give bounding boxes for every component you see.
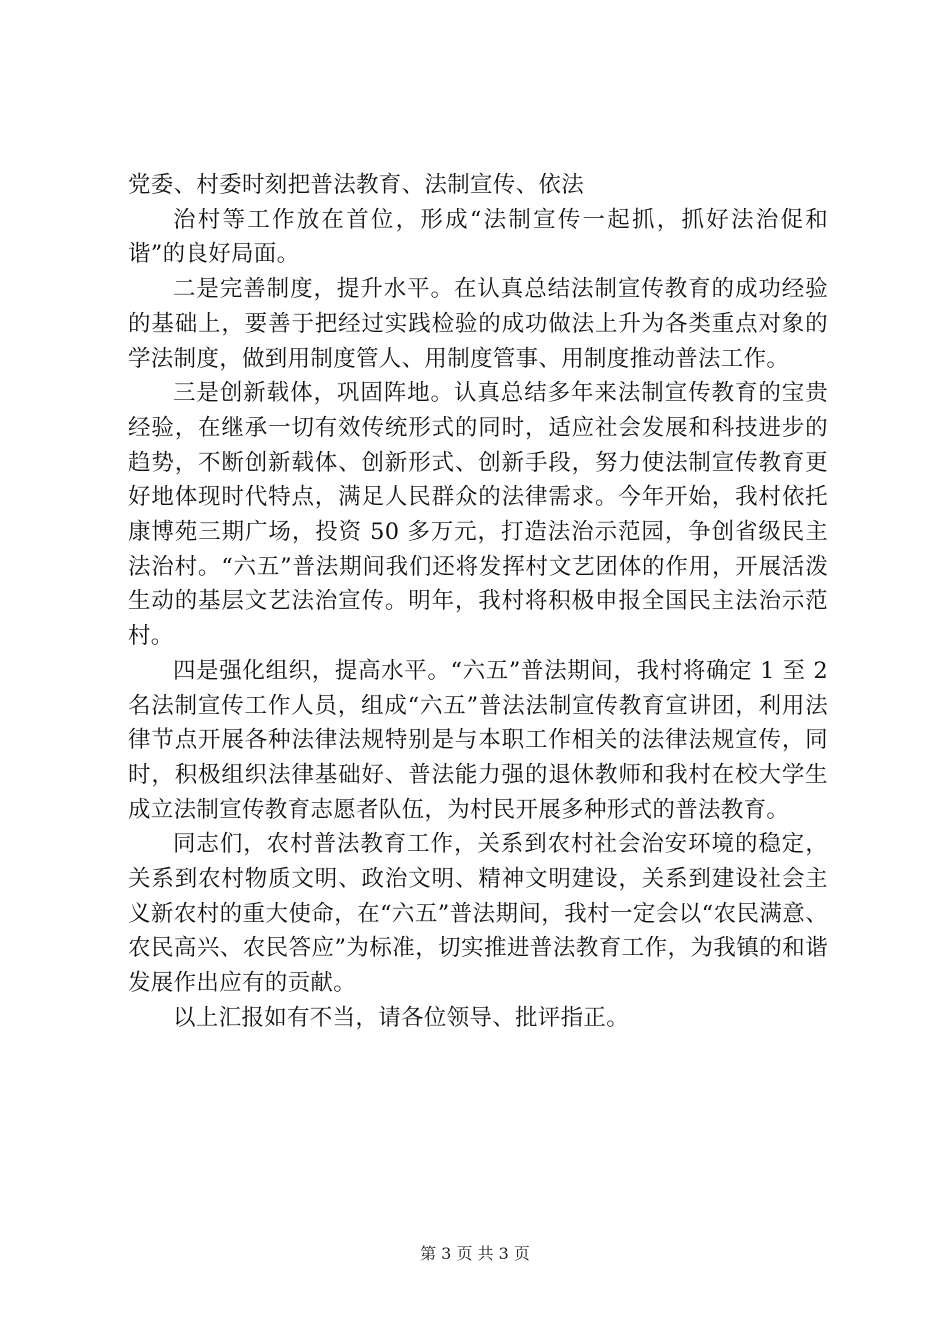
document-body	[128, 168, 828, 1036]
paragraph-4: 三是创新载体，巩固阵地。认真总结多年来法制宣传教育的宝贵经验，在继承一切有效传统形式的同时，适应社会发展和科技进步的趋势，不断创新载体、创新形式、创新手段，努力使法制宣传教育更好地体现时代特点，满足人民群众的法律需求。今年开始，我村依托康博苑三期广场，投资 50 多万元，打造法治示范园，争创省级民主法治村。“六五”普法期间我们还将发挥村文艺团体的作用，开展活泼生动的基层文艺法治宣传。明年，我村将积极申报全国民主法治示范村。	[128, 380, 828, 650]
paragraph-1: 党委、村委时刻把普法教育、法制宣传、依法	[128, 172, 585, 198]
paragraph-5: 四是强化组织，提高水平。“六五”普法期间，我村将确定 1 至 2 名法制宣传工作人员，组成“六五”普法法制宣传教育宣讲团，利用法律节点开展各种法律法规特别是与本职工作相关的法律法规宣传，同时，积极组织法律基础好、普法能力强的退休教师和我村在校大学生成立法制宣传教育志愿者队伍，为村民开展多种形式的普法教育。	[128, 657, 828, 823]
paragraph-3: 二是完善制度，提升水平。在认真总结法制宣传教育的成功经验的基础上，要善于把经过实践检验的成功做法上升为各类重点对象的学法制度，做到用制度管人、用制度管事、用制度推动普法工作。	[128, 276, 828, 372]
paragraph-2: 治村等工作放在首位，形成“法制宣传一起抓，抓好法治促和谐”的良好局面。	[128, 206, 828, 268]
paragraph-7: 以上汇报如有不当，请各位领导、批评指正。	[173, 1004, 630, 1031]
page-number-footer: 第 3 页 共 3 页	[420, 1244, 530, 1263]
paragraph-6: 同志们，农村普法教育工作，关系到农村社会治安环境的稳定，关系到农村物质文明、政治文明、精神文明建设，关系到建设社会主义新农村的重大使命，在“六五”普法期间，我村一定会以“农民满意、农民高兴、农民答应”为标准，切实推进普法教育工作，为我镇的和谐发展作出应有的贡献。	[128, 831, 828, 997]
